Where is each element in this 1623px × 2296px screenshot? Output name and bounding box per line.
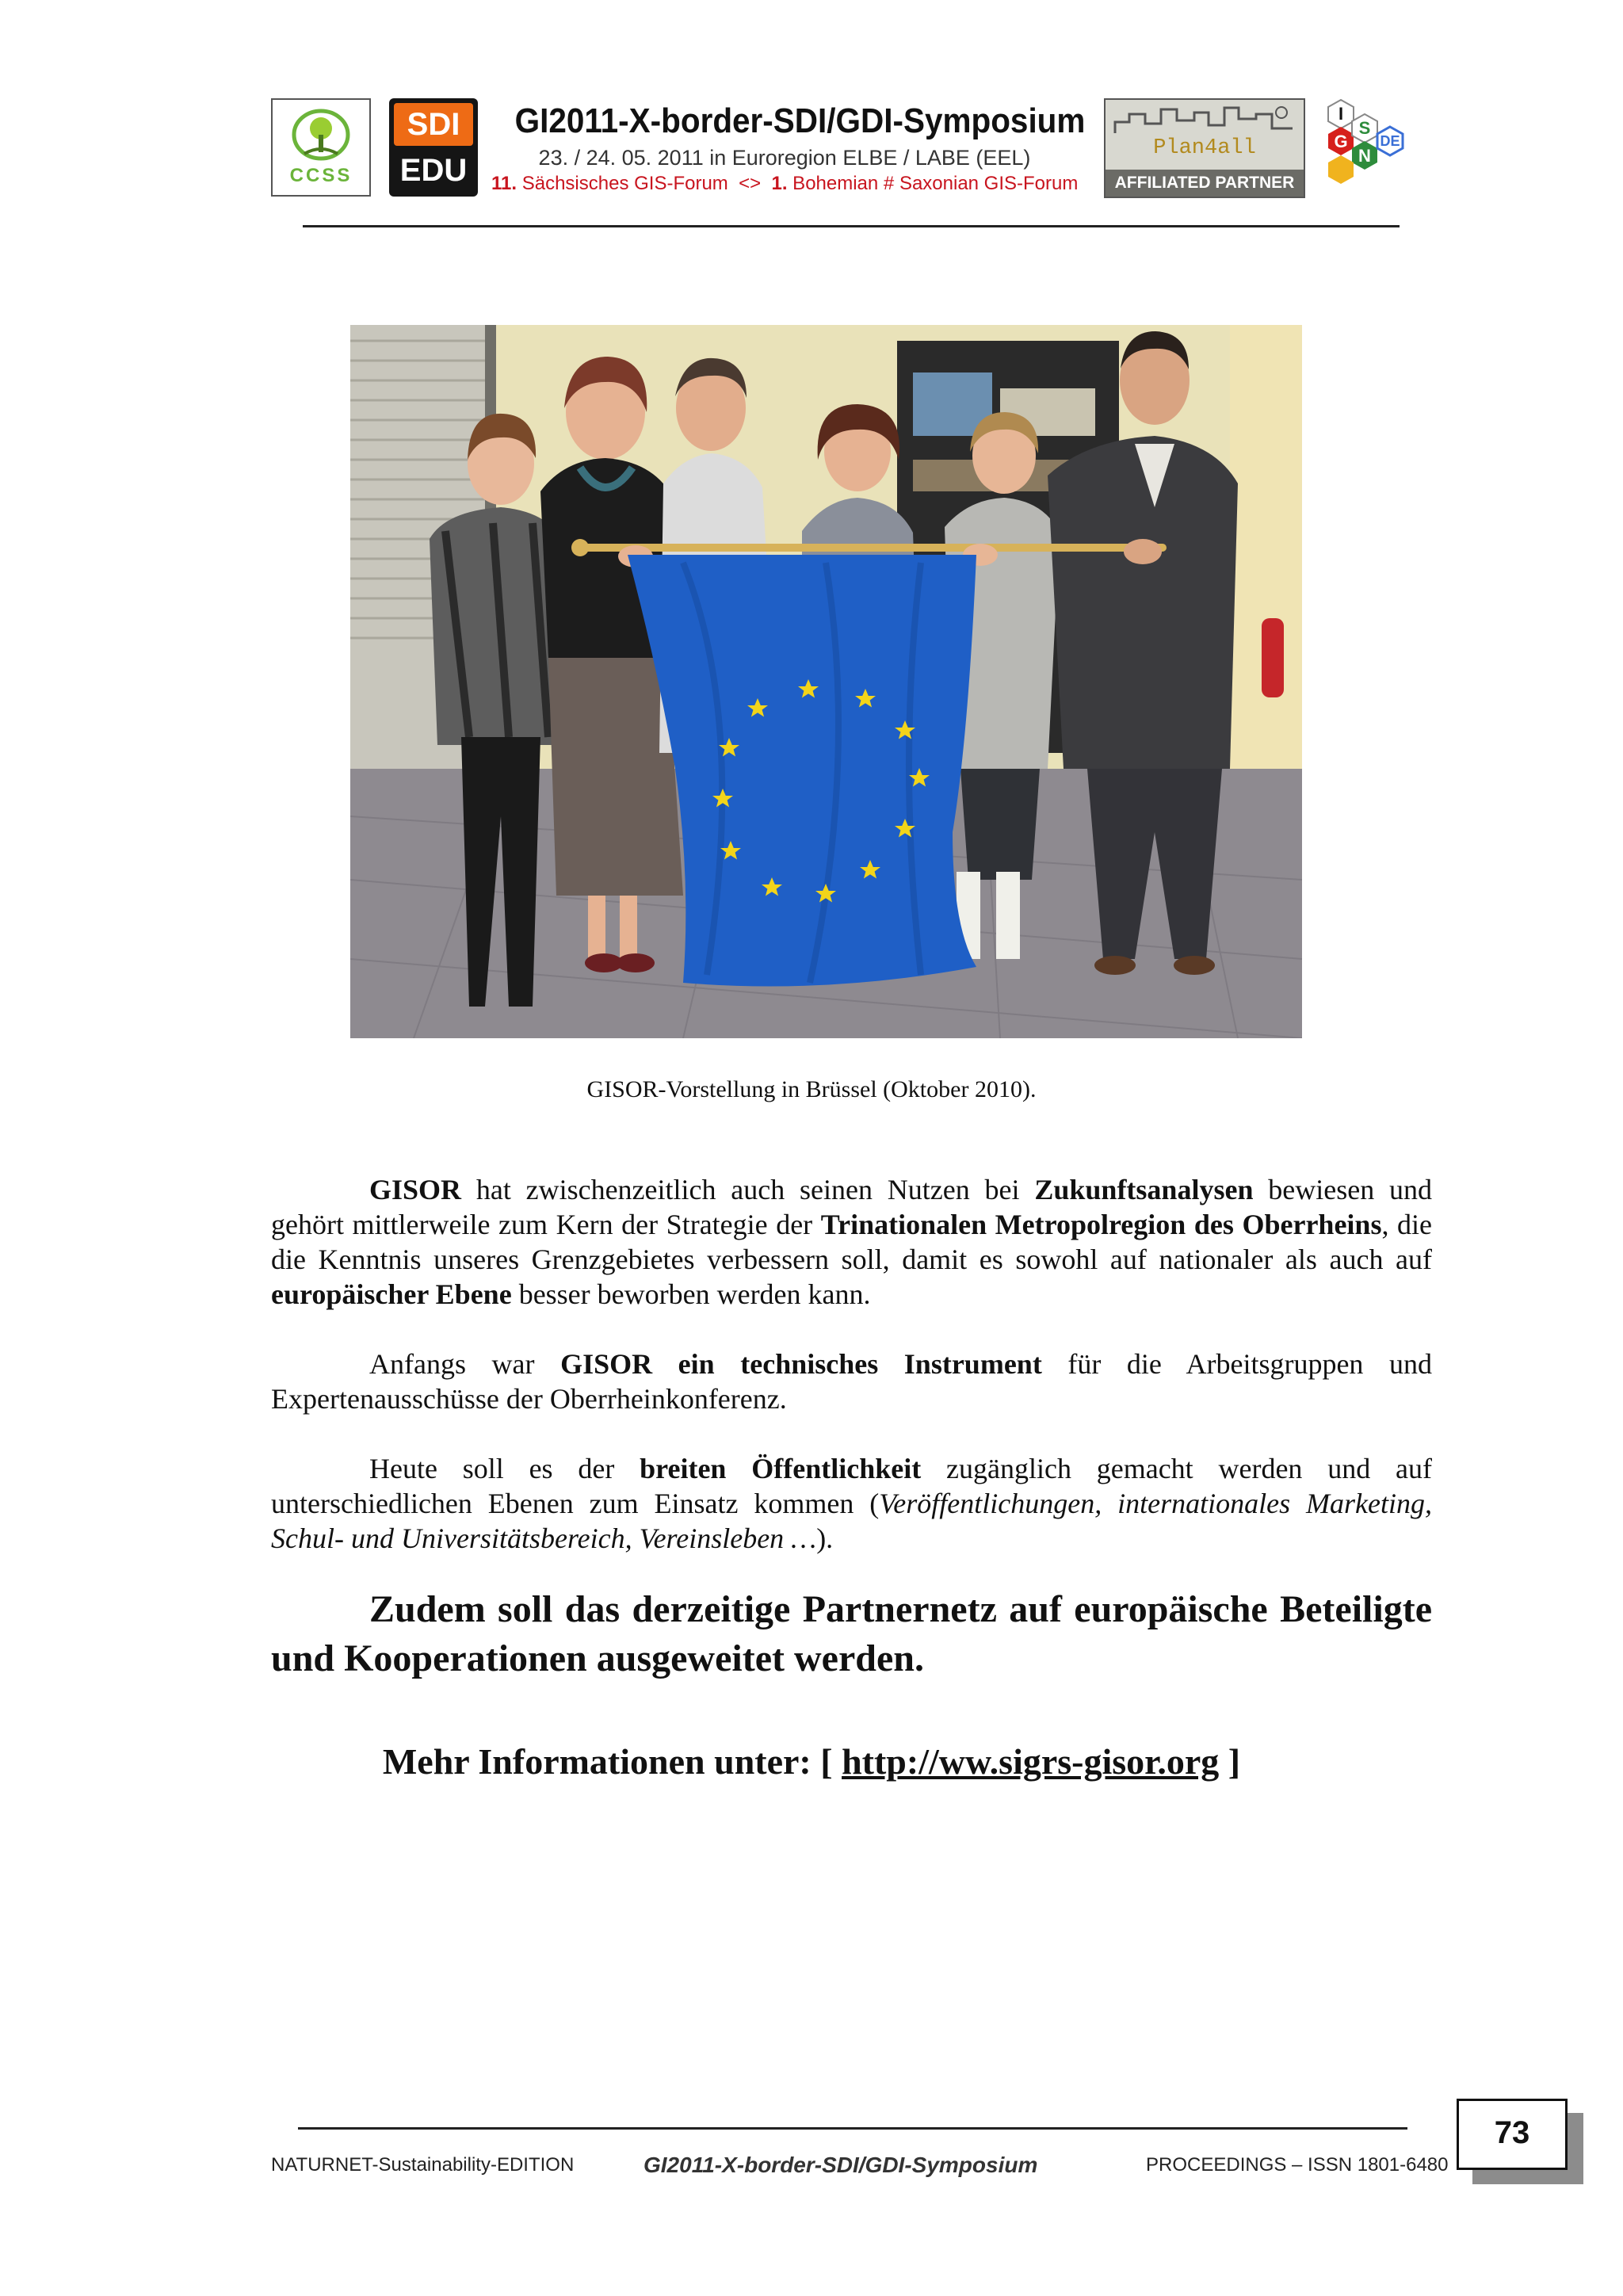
- affiliated-partner-label: AFFILIATED PARTNER: [1106, 170, 1304, 197]
- text-run: hat zwischenzeitlich auch seinen Nutzen bei: [461, 1174, 1035, 1205]
- text-run: zugänglich gemacht werden und auf unterschiedlichen Ebenen zum Einsatz kommen (: [271, 1453, 1432, 1519]
- text-run: , die die Kenntnis unseres Grenzgebietes verbessern soll, damit es sowohl auf nationaler als auch auf: [271, 1209, 1433, 1275]
- forum-text-2: Bohemian # Saxonian GIS-Forum: [787, 173, 1079, 194]
- plan4all-logo: [1104, 98, 1305, 198]
- text-run: Trinationalen Metropolregion des Oberrheins: [820, 1209, 1382, 1240]
- sdi-logo-top: SDI: [394, 103, 473, 146]
- text-run: ).: [816, 1522, 834, 1554]
- header-rule: [303, 225, 1400, 227]
- text-run: für die Arbeitsgruppen und Expertenausschüsse der Oberrheinkonferenz.: [271, 1348, 1432, 1415]
- footer-edition: NATURNET-Sustainability-EDITION: [271, 2154, 575, 2176]
- forum-number-1: 11.: [491, 173, 517, 194]
- igsn-letter-n: N: [1358, 146, 1371, 166]
- paragraph-1: [271, 1172, 1432, 1312]
- text-run: GISOR: [369, 1174, 462, 1205]
- photo-caption: GISOR-Vorstellung in Brüssel (Oktober 2010).: [586, 1076, 1037, 1102]
- paragraph-2: [271, 1347, 1432, 1416]
- group-photo: [350, 325, 1302, 1038]
- ccss-logo: [271, 98, 371, 197]
- symposium-title: GI2011-X-border-SDI/GDI-Symposium: [514, 101, 1086, 140]
- text-run: europäischer Ebene: [271, 1278, 512, 1310]
- text-run: Anfangs war: [369, 1348, 561, 1380]
- igsn-letter-i: I: [1338, 104, 1344, 124]
- text-run: Heute soll es der: [369, 1453, 640, 1484]
- text-run: breiten Öffentlichkeit: [640, 1453, 922, 1484]
- footer-rule: [298, 2127, 1407, 2130]
- forum-line: [491, 173, 1078, 195]
- forum-text-1: Sächsisches GIS-Forum <>: [517, 173, 772, 194]
- igsn-letter-s: S: [1358, 118, 1371, 138]
- gisor-website-link[interactable]: http://ww.sigrs-gisor.org: [842, 1741, 1220, 1782]
- plan4all-text: Plan4all: [1153, 136, 1256, 160]
- skyline-icon: [1106, 101, 1304, 138]
- text-run: bewiesen und gehört mittlerweile zum Kern der Strategie der: [271, 1174, 1433, 1240]
- sdi-logo-bottom: EDU: [399, 153, 468, 188]
- footer-proceedings: PROCEEDINGS – ISSN 1801-6480: [1146, 2154, 1449, 2176]
- igsn-logo: [1317, 98, 1422, 200]
- forum-number-2: 1.: [771, 173, 788, 194]
- page-number: 73: [1457, 2099, 1568, 2170]
- more-info-line: [0, 1740, 1623, 1782]
- more-info-suffix: ]: [1219, 1741, 1241, 1782]
- text-run: besser beworben werden kann.: [511, 1278, 871, 1310]
- paragraph-3: [271, 1451, 1432, 1556]
- text-run: Zukunftsanalysen: [1034, 1174, 1254, 1205]
- igsn-letter-g: G: [1334, 132, 1348, 151]
- text-run: GISOR ein technisches Instrument: [560, 1348, 1042, 1380]
- ccss-logo-text: CCSS: [289, 165, 353, 186]
- tree-icon: [273, 105, 369, 168]
- text-run: Veröffentlichungen, internationales Marketing, Schul- und Universitätsbereich, Vereinsleben …: [271, 1488, 1432, 1554]
- igsn-letters-de: DE: [1380, 133, 1400, 149]
- more-info-prefix: Mehr Informationen unter: [: [382, 1741, 842, 1782]
- symposium-date: 23. / 24. 05. 2011 in Euroregion ELBE / LABE (EEL): [538, 146, 1031, 170]
- footer-symposium: GI2011-X-border-SDI/GDI-Symposium: [643, 2153, 1038, 2177]
- highlight-statement: Zudem soll das derzeitige Partnernetz auf europäische Beteiligte und Kooperationen ausgeweitet werden.: [271, 1588, 1432, 1679]
- sdi-edu-logo: [389, 98, 478, 197]
